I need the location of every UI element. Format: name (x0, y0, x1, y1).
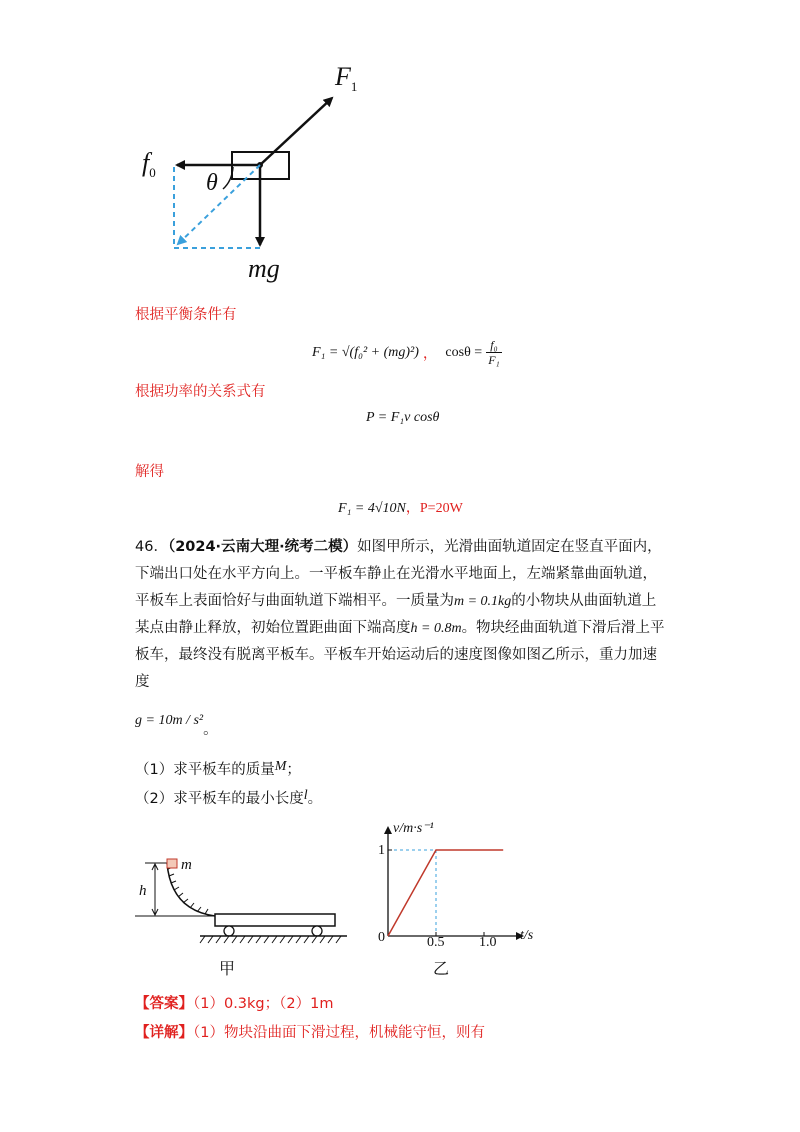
y-tick-label-1: 1 (378, 843, 385, 858)
section3-equation (338, 497, 463, 517)
label-m: m (181, 857, 192, 873)
result-p: ，P=20W (405, 501, 463, 516)
eq2-fraction (486, 338, 502, 367)
x-tick-label-0: 0.5 (427, 935, 445, 950)
answer-tag: 【答案】 (135, 996, 193, 1012)
eq2-denominator: F₁ (488, 353, 500, 367)
label-f0: $f_0$ (142, 148, 156, 181)
gravity-value: g = 10m / s²。 (135, 713, 218, 738)
y-axis-label: v/m·s⁻¹ (393, 821, 434, 836)
q2-var: l (303, 788, 308, 803)
problem-number: 46． (135, 539, 168, 555)
caption-yi: 乙 (433, 959, 450, 978)
section1-equation (312, 338, 502, 367)
label-mg: mg (248, 254, 280, 283)
vt-chart (372, 820, 542, 950)
origin-label: 0 (378, 930, 385, 945)
problem-source: （2024·云南大理·统考二模） (167, 539, 358, 555)
x-axis-label: t/s (520, 928, 534, 943)
label-theta: θ (206, 170, 218, 196)
eq1-text: F₁ = √(f₀² + (mg)²) (312, 344, 419, 360)
height-value: h = 0.8m (410, 621, 462, 636)
eq2-numerator: f₀ (486, 338, 502, 353)
answer-line (135, 992, 333, 1013)
x-tick-label-1: 1.0 (479, 935, 497, 950)
detail-line (135, 1021, 485, 1042)
caption-jia-text: 甲 (219, 959, 236, 978)
series-line-velocity (388, 850, 503, 936)
label-h: h (139, 883, 147, 899)
section2-equation: P = F₁v cosθ (366, 410, 440, 425)
detail-tag: 【详解】 (135, 1025, 193, 1041)
section3-heading: 解得 (135, 464, 164, 480)
figure-jia (135, 855, 350, 945)
problem-46-text: 46．（2024·云南大理·统考二模）如图甲所示，光滑曲面轨道固定在竖直平面内，下端出口处在水平方向上。一平板车静止在光滑水平地面上，左端紧靠曲面轨道，平板车上表面恰好与曲面轨道下端相平。一质量为m = 0.1kg的小物块从曲面轨道上某点由静止释放，初始位置距曲面下端高度h = 0.8m。物块经曲面轨道下滑后滑上平板车，最终没有脱离平板车。平板车开始运动后的速度图像如图乙所示，重力加速度 (135, 539, 665, 690)
q1-var: M (274, 759, 287, 774)
cart-body (215, 914, 335, 926)
block-m (167, 859, 177, 868)
answer-text: （1）0.3kg；（2）1m (193, 996, 334, 1012)
eq2-lhs: cosθ = (445, 344, 483, 360)
detail-text: （1）物块沿曲面下滑过程，机械能守恒，则有 (193, 1025, 485, 1041)
eq1-separator: ， (422, 346, 438, 362)
question-1: （1）求平板车的质量M； (135, 759, 301, 778)
mass-value: m = 0.1kg (454, 594, 512, 609)
force-f1-arrow (260, 98, 332, 165)
cart-wheel-left (224, 926, 234, 936)
section2-heading: 根据功率的关系式有 (135, 384, 266, 400)
question-2: （2）求平板车的最小长度l。 (135, 788, 323, 807)
result-f1: F₁ = 4√10N (338, 501, 406, 516)
cart-wheel-right (312, 926, 322, 936)
label-f1: $F_1$ (335, 62, 358, 95)
section1-heading: 根据平衡条件有 (135, 307, 237, 323)
dashed-resultant-arrow (178, 165, 260, 244)
